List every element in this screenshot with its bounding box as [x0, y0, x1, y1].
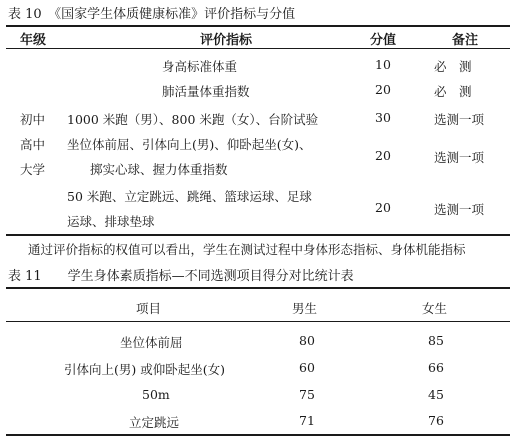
table10-row-score: 20 [375, 200, 391, 215]
table11-row-female: 85 [428, 333, 444, 348]
table11-row-male: 71 [299, 413, 315, 428]
grade-junior: 初中 [20, 112, 46, 127]
table10-header-note: 备注 [452, 33, 479, 48]
body-paragraph: 通过评价指标的权值可以看出，学生在测试过程中身体形态指标、身体机能指标 [28, 242, 466, 257]
table11-row-male: 80 [299, 333, 315, 348]
table10-row-note: 选测一项 [434, 112, 485, 127]
table10-row-indicator: 身高标准体重 [162, 59, 238, 74]
table10-row-indicator-line2: 运球、排球垫球 [67, 214, 155, 229]
table10-header-rule [6, 48, 510, 49]
table11-header-rule [6, 321, 510, 322]
table11-bottom-rule [6, 434, 510, 436]
table11-caption: 表 11 学生身体素质指标—不同选测项目得分对比统计表 [8, 269, 354, 284]
table10-header-indicator: 评价指标 [200, 33, 253, 48]
table11-row-male: 75 [299, 387, 315, 402]
table10-bottom-rule [6, 234, 510, 236]
table10-header-score: 分值 [370, 33, 397, 48]
table10-header-grade: 年级 [20, 33, 47, 48]
table11-row-item: 50m [142, 387, 170, 402]
table11-row-item: 引体向上(男) 或仰卧起坐(女) [64, 362, 225, 377]
table11-row-female: 45 [428, 387, 444, 402]
table10-row-indicator-line1: 坐位体前屈、引体向上(男)、仰卧起坐(女)、 [67, 137, 312, 152]
grade-senior: 高中 [20, 137, 46, 152]
table10-row-note: 必 测 [434, 84, 472, 99]
table11-header-item: 项目 [136, 301, 162, 316]
table10-row-indicator: 肺活量体重指数 [162, 84, 250, 99]
table10-row-note: 选测一项 [434, 150, 485, 165]
table11-row-female: 76 [428, 413, 444, 428]
table10-row-indicator: 1000 米跑（男）、800 米跑（女）、台阶试验 [67, 112, 319, 127]
table10-row-indicator-line2: 掷实心球、握力体重指数 [90, 162, 228, 177]
table11-row-item: 坐位体前屈 [120, 335, 183, 350]
table10-caption: 表 10 《国家学生体质健康标准》评价指标与分值 [8, 7, 296, 22]
table11-row-female: 66 [428, 360, 444, 375]
table11-header-male: 男生 [292, 301, 318, 316]
table10-top-rule [6, 25, 510, 27]
table10-row-score: 30 [375, 110, 391, 125]
table10-row-indicator-line1: 50 米跑、立定跳远、跳绳、篮球运球、足球 [67, 189, 312, 204]
table11-top-rule [6, 287, 510, 289]
table10-row-score: 20 [375, 148, 391, 163]
table11-row-male: 60 [299, 360, 315, 375]
table10-row-score: 10 [375, 57, 391, 72]
table11-row-item: 立定跳远 [129, 415, 180, 430]
table10-row-score: 20 [375, 82, 391, 97]
grade-college: 大学 [20, 162, 46, 177]
table10-row-note: 选测一项 [434, 202, 485, 217]
table11-header-female: 女生 [422, 301, 448, 316]
table10-row-note: 必 测 [434, 59, 472, 74]
